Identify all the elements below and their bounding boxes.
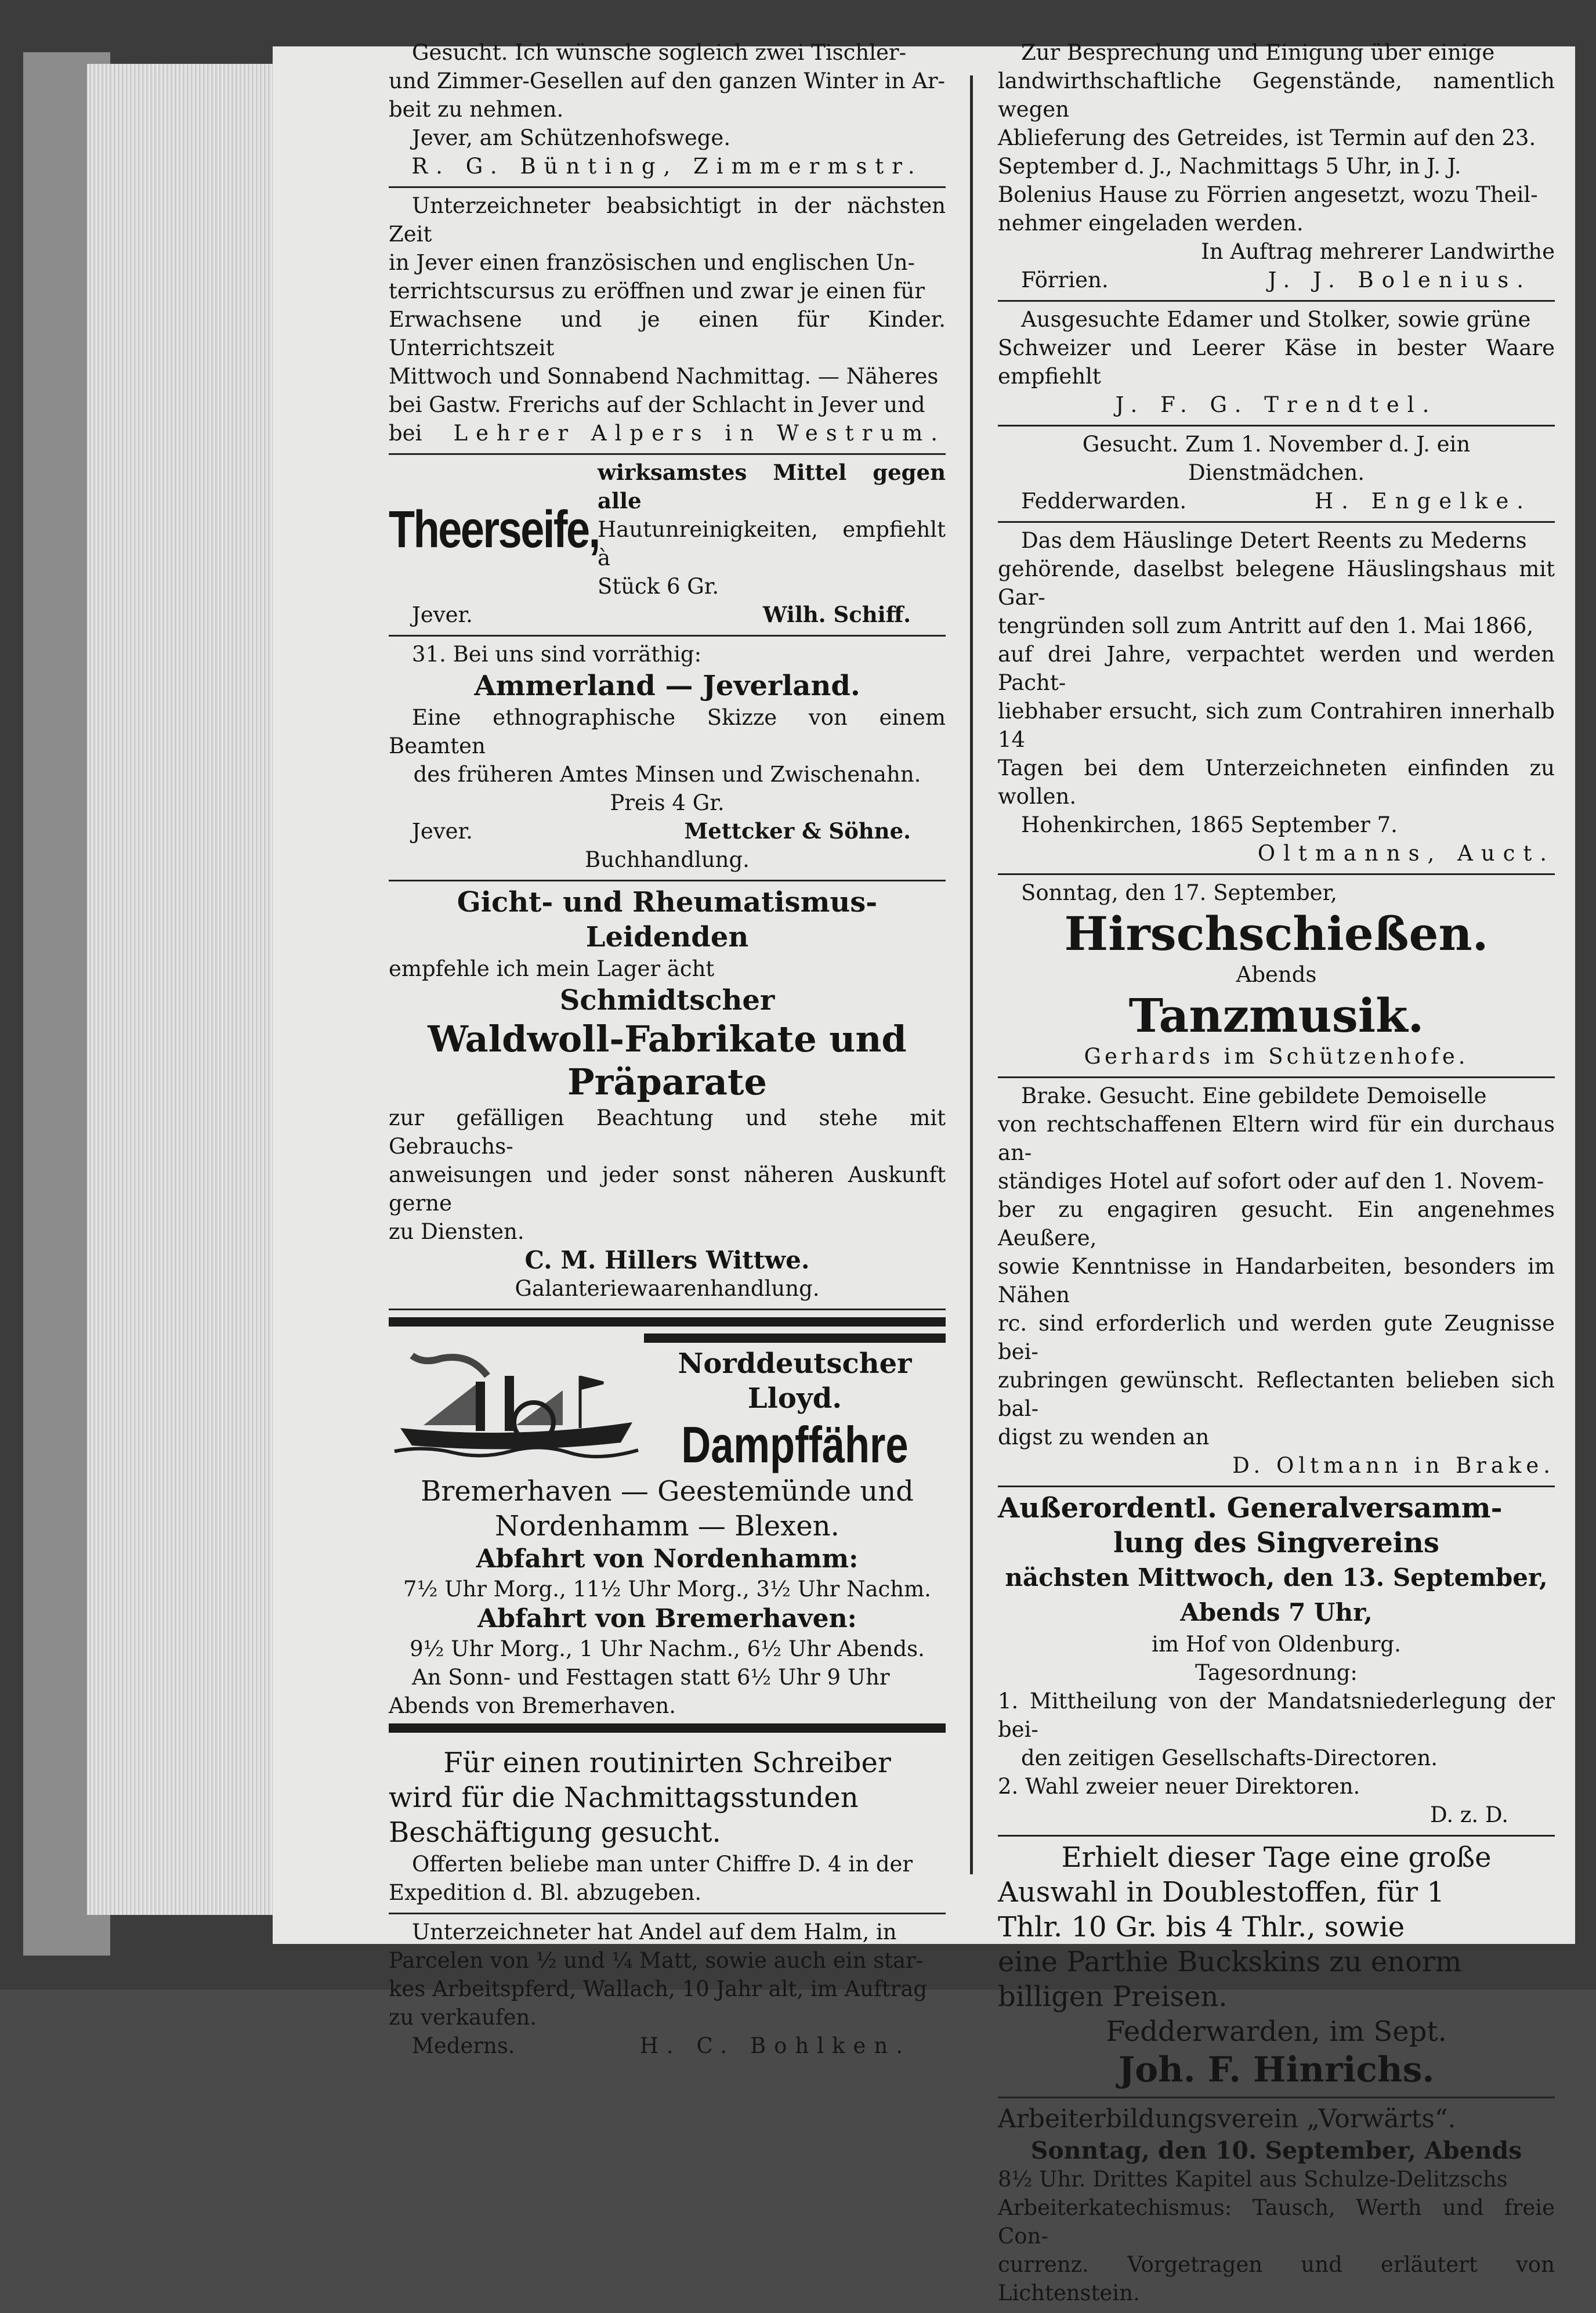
ad-shop: Galanteriewaarenhandlung.	[515, 1276, 820, 1301]
ad-headline: Präparate	[567, 1061, 767, 1103]
agenda-item: 2. Wahl zweier neuer Direktoren.	[998, 1774, 1360, 1799]
decorative-bar	[644, 1333, 946, 1343]
ad-line: anweisungen und jeder sonst näheren Auskunft gerne	[389, 1162, 946, 1216]
ad-line: Jever, am Schützenhofswege.	[412, 125, 731, 150]
ad-headline: Abends 7 Uhr,	[1180, 1598, 1373, 1627]
ad-headline: Thlr. 10 Gr. bis 4 Thlr., sowie	[998, 1911, 1405, 1943]
ad-bookshop	[389, 637, 946, 881]
ad-line: 8½ Uhr. Drittes Kapitel aus Schulze-Delitzschs	[998, 2167, 1508, 2192]
ad-line: landwirthschaftliche Gegenstände, namentlich wegen	[998, 68, 1555, 122]
ad-place: Fedderwarden, im Sept.	[1106, 2015, 1447, 2048]
ad-gout-products	[389, 881, 946, 1310]
ad-line: rc. sind erforderlich und werden gute Zeugnisse bei-	[998, 1311, 1555, 1364]
ad-line: beit zu nehmen.	[389, 97, 564, 122]
ad-line: auf drei Jahre, verpachtet werden und werden Pacht-	[998, 642, 1555, 695]
ad-demoiselle-wanted	[998, 1078, 1555, 1487]
ad-signer: Gerhards im Schützenhofe.	[1084, 1044, 1469, 1069]
ad-line: Ablieferung des Getreides, ist Termin auf den 23.	[998, 125, 1536, 150]
ad-headline: Theerseife,	[389, 500, 599, 559]
ad-deer-shooting	[998, 875, 1555, 1078]
ad-line: liebhaber ersucht, sich zum Contrahiren innerhalb 14	[998, 699, 1555, 752]
ad-line: Stück 6 Gr.	[598, 574, 719, 599]
ad-line: Bolenius Hause zu Förrien angesetzt, wozu Theil-	[998, 182, 1538, 207]
ad-place: Förrien.	[1021, 268, 1109, 292]
ad-line: digst zu wenden an	[998, 1425, 1210, 1450]
ad-line: nehmer eingeladen werden.	[998, 211, 1304, 236]
ad-line: Erwachsene und je einen für Kinder. Unterrichtszeit	[389, 307, 946, 360]
ferry-route: Bremerhaven — Geestemünde und	[421, 1475, 914, 1508]
ad-line: Das dem Häuslinge Detert Reents zu Mederns	[1021, 528, 1527, 553]
ad-line: sowie Kenntnisse in Handarbeiten, besonders im Nähen	[998, 1254, 1555, 1307]
ad-signer: Oltmanns, Auct.	[1257, 841, 1555, 866]
ad-workers-association	[998, 2098, 1555, 2313]
ad-place: Mederns.	[412, 2033, 515, 2058]
ad-line: Expedition d. Bl. abzugeben.	[389, 1880, 702, 1905]
ad-line: Abends von Bremerhaven.	[389, 1693, 676, 1718]
ad-headline: Schmidtscher	[559, 984, 775, 1017]
ad-headline: Erhielt dieser Tage eine große	[1061, 1841, 1492, 1874]
ad-line: und Zimmer-Gesellen auf den ganzen Winter in Ar-	[389, 68, 946, 93]
departure-times: 7½ Uhr Morg., 11½ Uhr Morg., 3½ Uhr Nachm.	[403, 1577, 931, 1602]
ad-headline: Arbeiterbildungsverein „Vorwärts“.	[998, 2104, 1456, 2134]
ad-signer: R. G. Bünting, Zimmermstr.	[411, 154, 923, 179]
ad-line: Gesucht. Ich wünsche sogleich zwei Tischler-	[412, 40, 907, 65]
ad-headline: Gicht- und Rheumatismus-	[457, 886, 878, 919]
agenda-item: 1. Mittheilung von der Mandatsniederlegung der bei-	[998, 1689, 1555, 1742]
ad-line: Parcelen von ½ und ¼ Matt, sowie auch ein star-	[389, 1948, 924, 1973]
ad-line: bei Gastw. Frerichs auf der Schlacht in Jever und	[389, 392, 925, 417]
ad-sale-bohlken	[389, 1914, 946, 2066]
ad-line: von rechtschaffenen Eltern wird für ein durchaus an-	[998, 1112, 1555, 1165]
ad-headline: Waldwoll-Fabrikate und	[428, 1018, 907, 1060]
ad-line: ständiges Hotel auf sofort oder auf den 1. Novem-	[998, 1169, 1544, 1194]
ad-line: Sonntag, den 17. September,	[1021, 880, 1337, 905]
ad-headline: Beschäftigung gesucht.	[389, 1816, 721, 1849]
ad-line: terrichtscursus zu eröffnen und zwar je einen für	[389, 279, 925, 303]
ad-signer: Joh. F. Hinrichs.	[1118, 2050, 1435, 2090]
ad-line: Ausgesuchte Edamer und Stolker, sowie grüne	[1021, 307, 1531, 332]
ad-line: tengründen soll zum Antritt auf den 1. Mai 1866,	[998, 613, 1534, 638]
ad-cheese	[998, 302, 1555, 427]
ad-line: Tagen bei dem Unterzeichneten einfinden zu wollen.	[998, 756, 1555, 809]
ad-clerk-wanted	[389, 1742, 946, 1914]
ad-line: zu verkaufen.	[389, 2005, 537, 2030]
ad-line: kes Arbeitspferd, Wallach, 10 Jahr alt, im Auftrag	[389, 1976, 928, 2001]
ad-signer: Wilh. Schiff.	[762, 602, 911, 627]
ad-headline: Außerordentl. Generalversamm-	[998, 1492, 1503, 1524]
ad-tar-soap	[389, 455, 946, 637]
ad-line: wirksamstes Mittel gegen alle	[598, 460, 946, 514]
ad-line: Tagesordnung:	[1195, 1660, 1358, 1685]
ad-line: Dienstmädchen.	[1188, 460, 1365, 485]
ad-line: Zur Besprechung und Einigung über einige	[1021, 40, 1495, 65]
ad-signer: Mettcker & Söhne.	[684, 818, 911, 844]
ad-line: zur gefälligen Beachtung und stehe mit Gebrauchs-	[389, 1105, 946, 1159]
ad-choir-meeting	[998, 1487, 1555, 1837]
departure-times: 9½ Uhr Morg., 1 Uhr Nachm., 6½ Uhr Abends.	[410, 1636, 925, 1661]
departure-heading: Abfahrt von Nordenhamm:	[476, 1544, 859, 1574]
ad-line: Gesucht. Zum 1. November d. J. ein	[1082, 432, 1471, 457]
ad-price: Preis 4 Gr.	[610, 790, 725, 815]
ad-line: Brake. Gesucht. Eine gebildete Demoiselle	[1021, 1083, 1487, 1108]
ad-headline: Dampffähre	[681, 1416, 909, 1473]
ad-line: im Hof von Oldenburg.	[1152, 1632, 1401, 1657]
ad-signer: H. Engelke.	[1314, 489, 1532, 514]
ad-line: in Jever einen französischen und englischen Un-	[389, 250, 915, 275]
ad-maid-wanted	[998, 427, 1555, 523]
ad-line: Schweizer und Leerer Käse in bester Waare empfiehlt	[998, 335, 1555, 389]
ferry-route: Nordenhamm — Blexen.	[495, 1510, 839, 1542]
decorative-bar	[389, 1723, 946, 1733]
ad-carpenters-wanted	[389, 35, 946, 188]
ad-headline: Leidenden	[585, 921, 749, 953]
ad-steam-ferry	[389, 1310, 946, 1742]
company-name: Lloyd.	[747, 1382, 842, 1415]
ad-house-lease	[998, 523, 1555, 875]
ad-headline: Für einen routinirten Schreiber	[443, 1747, 891, 1779]
ad-headline: billigen Preisen.	[998, 1980, 1228, 2013]
ad-line: In Auftrag mehrerer Landwirthe	[1201, 239, 1555, 264]
ad-signer: H. C. Bohlken.	[639, 2033, 911, 2058]
ad-headline: Tanzmusik.	[1128, 988, 1424, 1043]
company-name: Norddeutscher	[678, 1347, 912, 1380]
ad-headline: eine Parthie Buckskins zu enorm	[998, 1946, 1462, 1978]
ad-headline: Ammerland — Jeverland.	[474, 670, 860, 702]
ad-line: Hautunreinigkeiten, empfiehlt à	[598, 517, 946, 570]
ad-headline: lung des Singvereins	[1113, 1527, 1439, 1559]
ad-line: bei	[389, 421, 422, 446]
ad-line: Unterzeichneter hat Andel auf dem Halm, in	[412, 1920, 897, 1945]
ad-line: September d. J., Nachmittags 5 Uhr, in J. J.	[998, 154, 1461, 179]
ad-signer: D. Oltmann in Brake.	[1232, 1453, 1555, 1478]
left-column	[389, 35, 946, 2066]
ad-line: Sonntag, den 10. September, Abends	[1030, 2137, 1522, 2164]
ad-headline: nächsten Mittwoch, den 13. September,	[1005, 1563, 1548, 1592]
ad-line: empfehle ich mein Lager ächt	[389, 956, 715, 981]
ad-signer: Lehrer Alpers in Westrum.	[453, 421, 946, 446]
ad-line: Arbeiterkatechismus: Tausch, Werth und freie Con-	[998, 2195, 1555, 2249]
ad-language-course	[389, 188, 946, 455]
ad-line: ber zu engagiren gesucht. Ein angenehmes Aeußere,	[998, 1197, 1555, 1251]
ad-fabrics	[998, 1837, 1555, 2098]
ad-line: Offerten beliebe man unter Chiffre D. 4 in der	[412, 1852, 913, 1877]
steamship-icon	[389, 1341, 644, 1463]
page-stack-edges	[87, 64, 278, 1915]
ad-signer: J. J. Bolenius.	[1268, 268, 1532, 292]
ad-shop: Buchhandlung.	[585, 847, 750, 872]
ad-signer: C. M. Hillers Wittwe.	[524, 1246, 810, 1274]
ad-line: Abends	[1236, 962, 1317, 987]
decorative-bar	[389, 1317, 946, 1327]
ad-line: Mittwoch und Sonnabend Nachmittag. — Näheres	[389, 364, 939, 389]
ad-line: Eine ethnographische Skizze von einem Beamten	[389, 705, 946, 758]
agenda-item: den zeitigen Gesellschafts-Directoren.	[1021, 1745, 1438, 1770]
ad-signer: D. z. D.	[1430, 1802, 1508, 1827]
ad-headline: Hirschschießen.	[1064, 906, 1489, 961]
ad-place: Fedderwarden.	[1021, 489, 1187, 514]
ad-place: Jever.	[412, 819, 473, 844]
ad-line: gehörende, daselbst belegene Häuslingshaus mit Gar-	[998, 556, 1555, 610]
ad-line: Hohenkirchen, 1865 September 7.	[1021, 812, 1398, 837]
column-divider	[970, 75, 973, 1874]
ad-headline: Auswahl in Doublestoffen, für 1	[998, 1876, 1445, 1909]
ad-line: zu Diensten.	[389, 1219, 524, 1244]
ad-place: Jever.	[412, 602, 473, 627]
ad-line: An Sonn- und Festtagen statt 6½ Uhr 9 Uhr	[412, 1665, 890, 1690]
ad-headline: wird für die Nachmittagsstunden	[389, 1781, 859, 1814]
ad-line: des früheren Amtes Minsen und Zwischenahn.	[413, 762, 921, 787]
ad-farmers-meeting	[998, 35, 1555, 302]
ad-line: currenz. Vorgetragen und erläutert von Lichtenstein.	[998, 2252, 1555, 2305]
ad-line: 31. Bei uns sind vorräthig:	[412, 642, 702, 667]
ad-line: Unterzeichneter beabsichtigt in der nächsten Zeit	[389, 193, 946, 247]
right-column	[998, 35, 1555, 2313]
ad-line: zubringen gewünscht. Reflectanten belieben sich bal-	[998, 1368, 1555, 1421]
departure-heading: Abfahrt von Bremerhaven:	[477, 1604, 857, 1633]
ad-signer: J. F. G. Trendtel.	[1115, 392, 1438, 417]
